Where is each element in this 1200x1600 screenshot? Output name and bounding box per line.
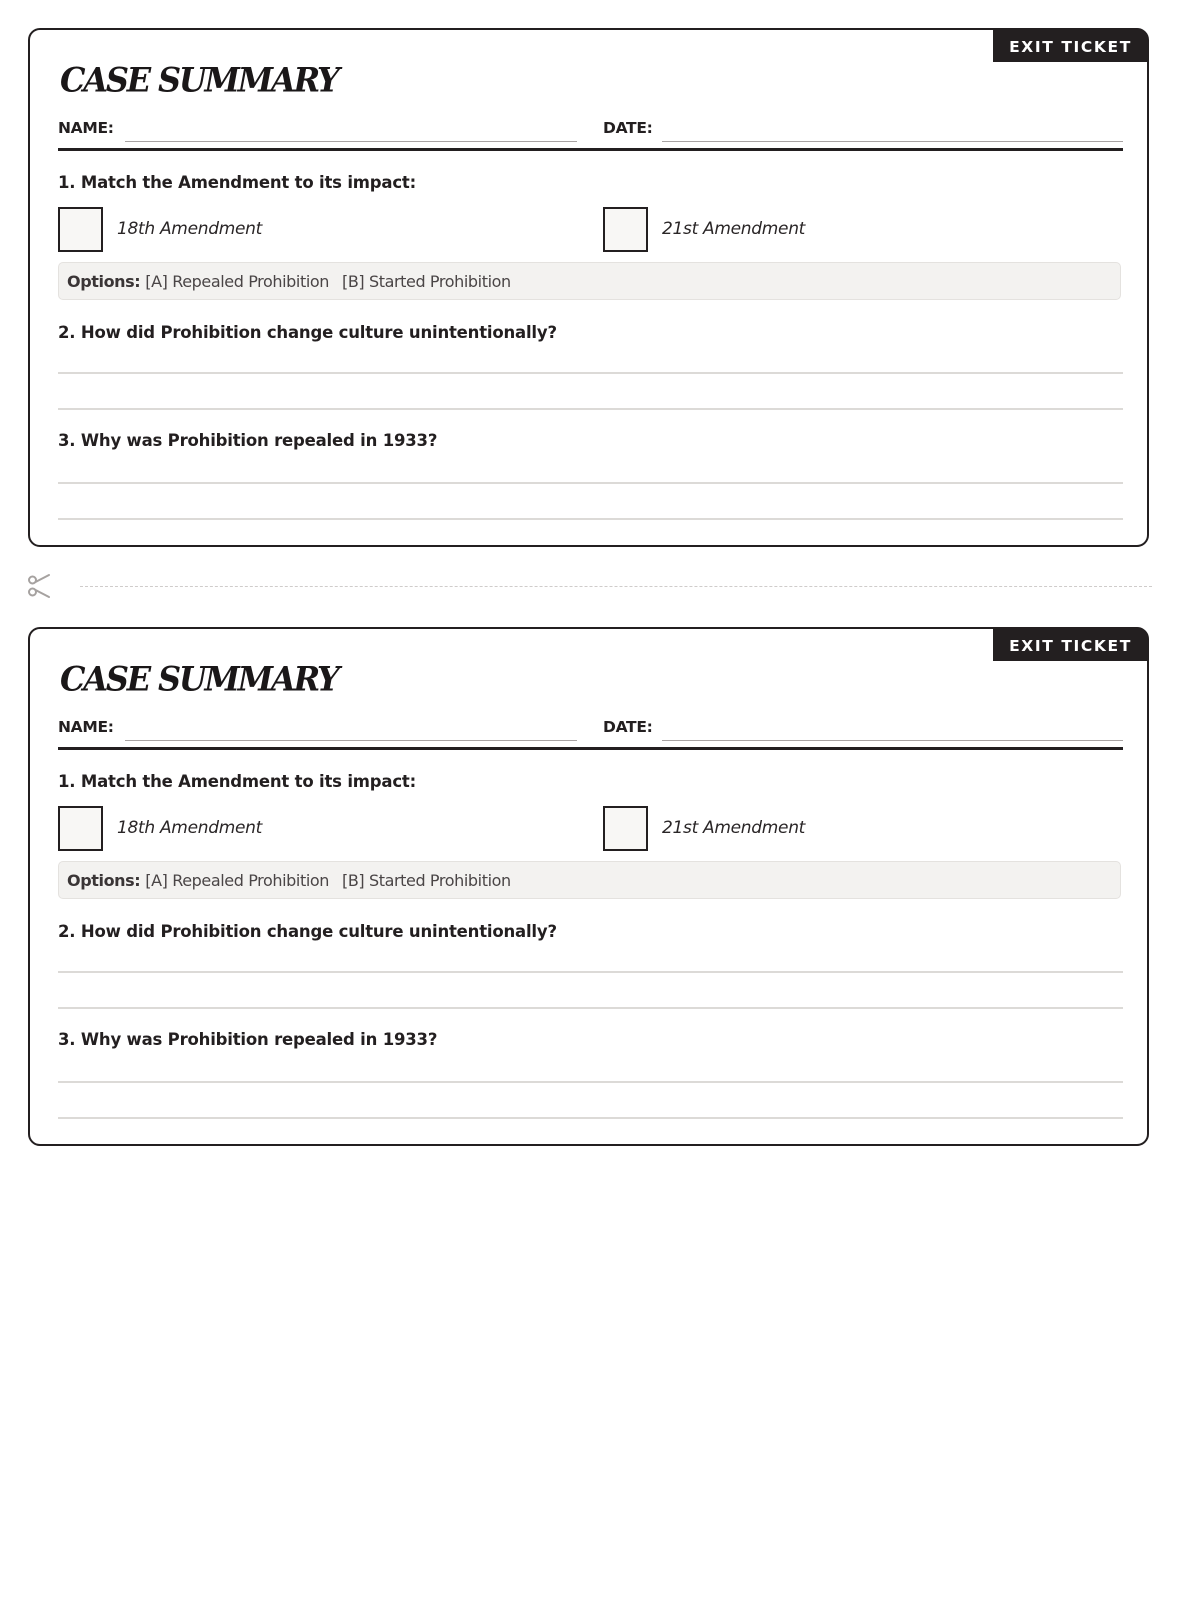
dashed-cut-line [80,586,1152,587]
header-divider [58,747,1123,750]
option-b: [B] Started Prohibition [342,271,511,291]
match-item-18th [58,206,262,252]
answer-box-18th[interactable] [58,806,103,851]
match-item-18th [58,805,262,851]
question-3-prompt: 3. Why was Prohibition repealed in 1933? [58,431,438,450]
option-a: [A] Repealed Prohibition [145,870,330,890]
name-label: NAME: [58,119,114,137]
question-1-prompt: 1. Match the Amendment to its impact: [58,772,416,791]
answer-line[interactable] [58,1007,1123,1009]
date-field[interactable] [662,141,1123,142]
scissors-icon [27,573,53,599]
name-date-row [58,717,1123,743]
answer-line[interactable] [58,518,1123,520]
match-label-18th: 18th Amendment [117,219,262,239]
card-title: CASE SUMMARY [60,659,338,699]
question-2-prompt: 2. How did Prohibition change culture unintentionally? [58,323,557,342]
options-box [58,262,1121,300]
name-field[interactable] [125,740,577,741]
match-label-21st: 21st Amendment [662,219,806,239]
options-label: Options: [67,271,141,291]
question-1-prompt: 1. Match the Amendment to its impact: [58,173,416,192]
name-label: NAME: [58,718,114,736]
options-box [58,861,1121,899]
option-a: [A] Repealed Prohibition [145,271,330,291]
match-item-21st [603,206,805,252]
answer-line[interactable] [58,482,1123,484]
answer-box-21st[interactable] [603,806,648,851]
answer-line[interactable] [58,971,1123,973]
options-label: Options: [67,870,141,890]
date-label: DATE: [603,119,653,137]
question-2-prompt: 2. How did Prohibition change culture unintentionally? [58,922,557,941]
name-field[interactable] [125,141,577,142]
match-label-18th: 18th Amendment [117,818,262,838]
name-date-row [58,118,1123,144]
answer-box-21st[interactable] [603,207,648,252]
answer-line[interactable] [58,372,1123,374]
answer-line[interactable] [58,408,1123,410]
question-3-prompt: 3. Why was Prohibition repealed in 1933? [58,1030,438,1049]
exit-ticket-card-1 [28,28,1149,547]
date-label: DATE: [603,718,653,736]
answer-box-18th[interactable] [58,207,103,252]
cut-line [0,570,1200,602]
answer-line[interactable] [58,1081,1123,1083]
answer-line[interactable] [58,1117,1123,1119]
exit-ticket-tab: EXIT TICKET [993,29,1148,62]
match-label-21st: 21st Amendment [662,818,806,838]
match-item-21st [603,805,805,851]
exit-ticket-tab: EXIT TICKET [993,628,1148,661]
exit-ticket-card-2 [28,627,1149,1146]
date-field[interactable] [662,740,1123,741]
header-divider [58,148,1123,151]
option-b: [B] Started Prohibition [342,870,511,890]
card-title: CASE SUMMARY [60,60,338,100]
